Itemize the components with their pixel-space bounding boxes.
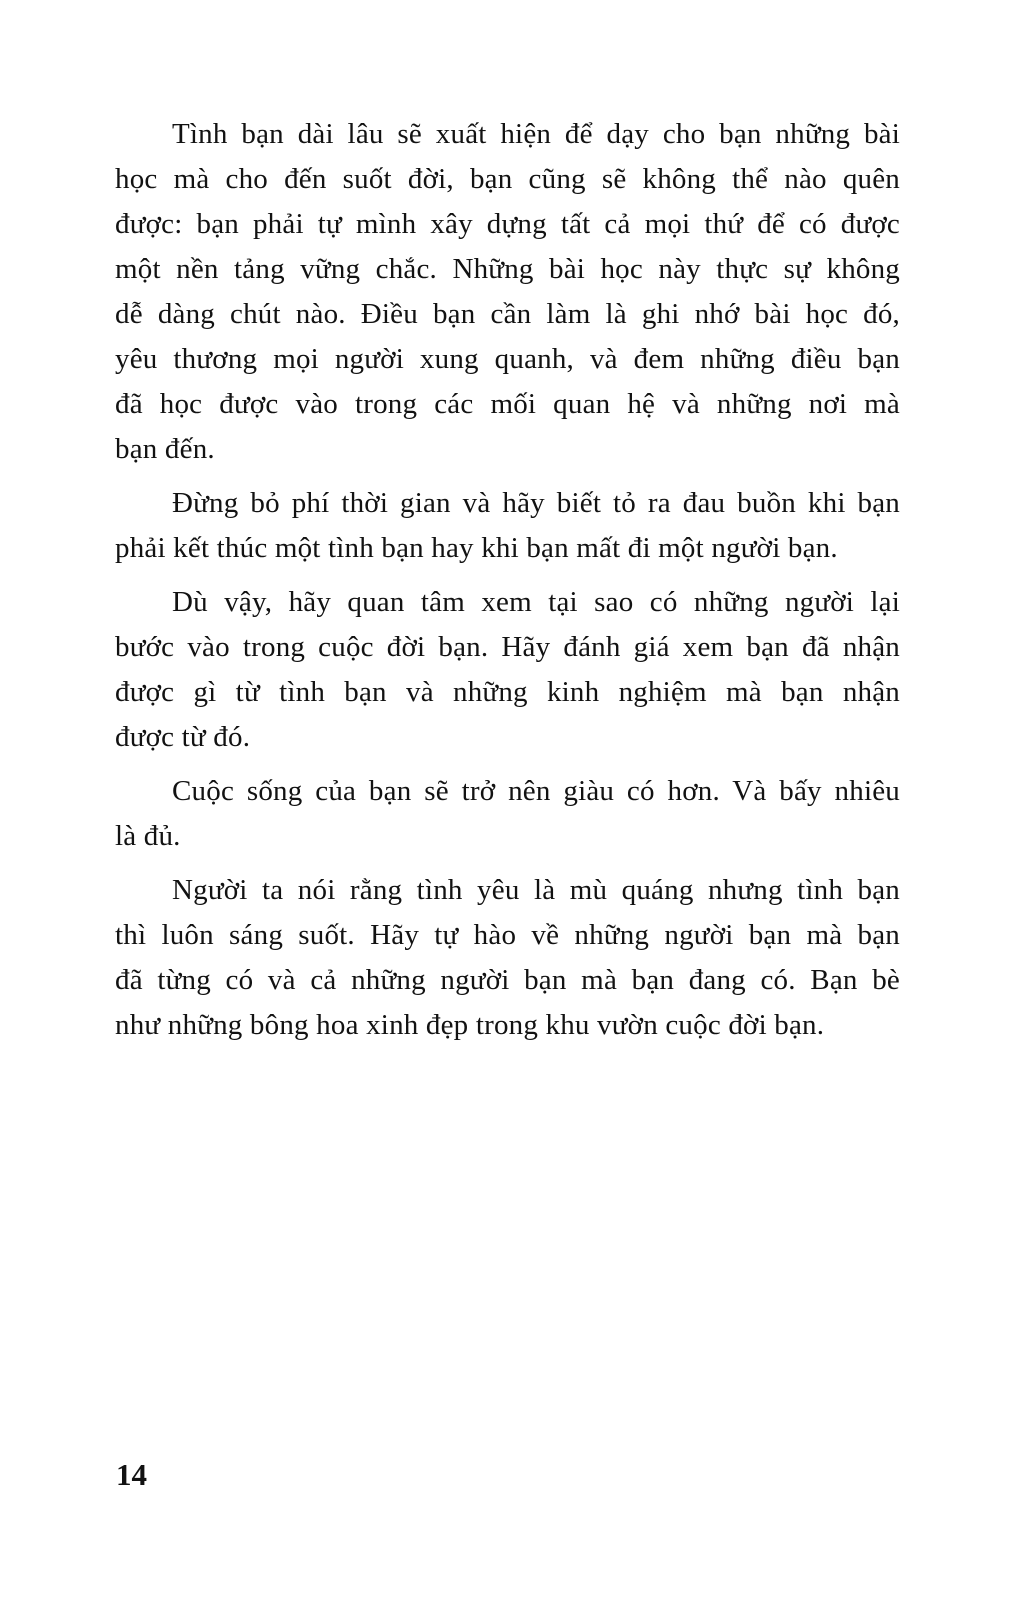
paragraph: [115, 868, 900, 1048]
text-line: bước vào trong cuộc đời bạn. Hãy đánh giá xem bạn đã nhận: [115, 631, 900, 663]
text-line: Cuộc sống của bạn sẽ trở nên giàu có hơn. Và bấy nhiêu: [172, 775, 900, 807]
text-line: Tình bạn dài lâu sẽ xuất hiện để dạy cho bạn những bài: [172, 118, 900, 150]
paragraph: [115, 769, 900, 859]
text-line: một nền tảng vững chắc. Những bài học này thực sự không: [115, 253, 900, 285]
paragraph: [115, 580, 900, 760]
text-line: phải kết thúc một tình bạn hay khi bạn mất đi một người bạn.: [115, 532, 838, 564]
text-line: được: bạn phải tự mình xây dựng tất cả mọi thứ để có được: [115, 208, 900, 240]
text-line: đã từng có và cả những người bạn mà bạn đang có. Bạn bè: [115, 964, 900, 996]
text-line: yêu thương mọi người xung quanh, và đem những điều bạn: [115, 343, 900, 375]
text-line: như những bông hoa xinh đẹp trong khu vườn cuộc đời bạn.: [115, 1009, 825, 1041]
text-line: Người ta nói rằng tình yêu là mù quáng nhưng tình bạn: [172, 874, 900, 906]
text-line: học mà cho đến suốt đời, bạn cũng sẽ không thể nào quên: [115, 163, 900, 195]
paragraph: [115, 481, 900, 571]
text-line: Đừng bỏ phí thời gian và hãy biết tỏ ra đau buồn khi bạn: [172, 487, 900, 519]
text-line: thì luôn sáng suốt. Hãy tự hào về những người bạn mà bạn: [115, 919, 900, 951]
text-line: là đủ.: [115, 820, 181, 852]
text-block: [115, 112, 900, 1057]
page-number: 14: [116, 1457, 147, 1492]
text-line: Dù vậy, hãy quan tâm xem tại sao có những người lại: [172, 586, 900, 618]
text-line: được gì từ tình bạn và những kinh nghiệm mà bạn nhận: [115, 676, 900, 708]
text-line: bạn đến.: [115, 433, 215, 465]
text-line: dễ dàng chút nào. Điều bạn cần làm là ghi nhớ bài học đó,: [115, 298, 900, 330]
paragraph: [115, 112, 900, 472]
text-line: đã học được vào trong các mối quan hệ và những nơi mà: [115, 388, 900, 420]
text-line: được từ đó.: [115, 721, 251, 753]
